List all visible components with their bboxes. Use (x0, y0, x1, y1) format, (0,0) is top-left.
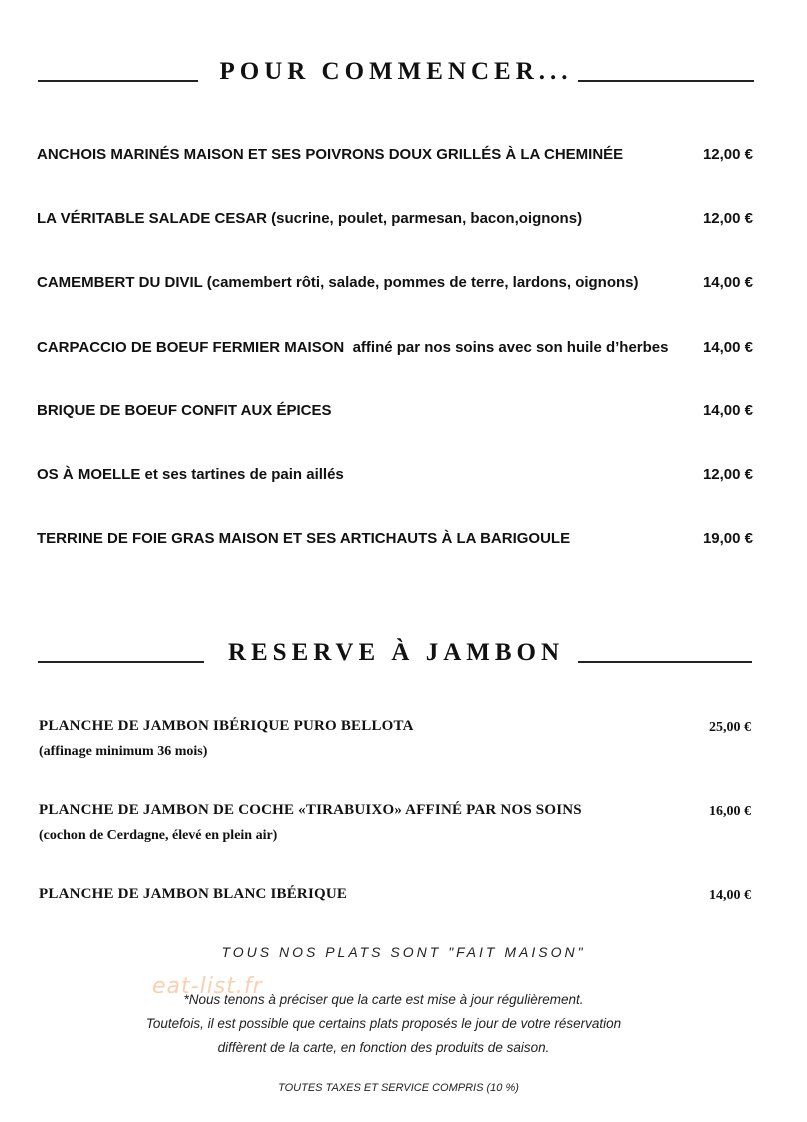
item-name: BRIQUE DE BOEUF CONFIT AUX ÉPICES (37, 402, 332, 419)
item-name: LA VÉRITABLE SALADE CESAR (37, 210, 268, 227)
item-description: (camembert rôti, salade, pommes de terre, lardons, oignons) (202, 274, 639, 291)
item-name: CAMEMBERT DU DIVIL (37, 274, 203, 291)
item-price: 16,00 € (709, 804, 751, 819)
item-description: affiné par nos soins avec son huile d’herbes (344, 339, 669, 356)
fait-maison-label: TOUS NOS PLATS SONT "FAIT MAISON" (221, 944, 586, 960)
item-name: TERRINE DE FOIE GRAS MAISON ET SES ARTICHAUTS À LA BARIGOULE (37, 530, 571, 547)
item-price: 14,00 € (702, 402, 753, 419)
item-description: (sucrine, poulet, parmesan, bacon,oignons) (267, 210, 583, 227)
item-price: 25,00 € (709, 720, 751, 735)
item-price: 14,00 € (702, 339, 753, 356)
note-line: *Nous tenons à préciser que la carte est mise à jour régulièrement. (183, 992, 584, 1007)
starters-title: POUR COMMENCER... (219, 58, 573, 85)
item-name: PLANCHE DE JAMBON DE COCHE «TIRABUIXO» AFFINÉ PAR NOS SOINS (39, 802, 582, 818)
item-name: ANCHOIS MARINÉS MAISON ET SES POIVRONS DOUX GRILLÉS À LA CHEMINÉE (37, 146, 624, 163)
item-description: (affinage minimum 36 mois) (39, 744, 208, 759)
ham-title: RESERVE À JAMBON (227, 639, 565, 666)
item-name: OS À MOELLE (37, 466, 141, 483)
item-name: PLANCHE DE JAMBON BLANC IBÉRIQUE (39, 886, 348, 902)
item-price: 12,00 € (702, 210, 753, 227)
item-price: 12,00 € (702, 466, 753, 483)
watermark: eat-list.fr (152, 974, 263, 999)
item-price: 19,00 € (702, 530, 753, 547)
item-price: 14,00 € (702, 274, 753, 291)
note-line: diffèrent de la carte, en fonction des produits de saison. (217, 1040, 550, 1055)
item-name: CARPACCIO DE BOEUF FERMIER MAISON (37, 339, 345, 356)
heading-rule-right (578, 80, 754, 82)
note-line: Toutefois, il est possible que certains plats proposés le jour de votre réservation (145, 1016, 622, 1031)
heading-rule-right (578, 661, 752, 663)
item-name: PLANCHE DE JAMBON IBÉRIQUE PURO BELLOTA (39, 718, 414, 734)
ham-heading (38, 637, 754, 677)
taxes-note: TOUTES TAXES ET SERVICE COMPRIS (10 %) (278, 1082, 519, 1094)
item-price: 14,00 € (709, 888, 751, 903)
disclaimer-note (0, 988, 767, 1060)
item-price: 12,00 € (702, 146, 753, 163)
starters-heading (38, 56, 754, 96)
item-description: (cochon de Cerdagne, élevé en plein air) (39, 828, 278, 843)
item-description: et ses tartines de pain aillés (140, 466, 344, 483)
